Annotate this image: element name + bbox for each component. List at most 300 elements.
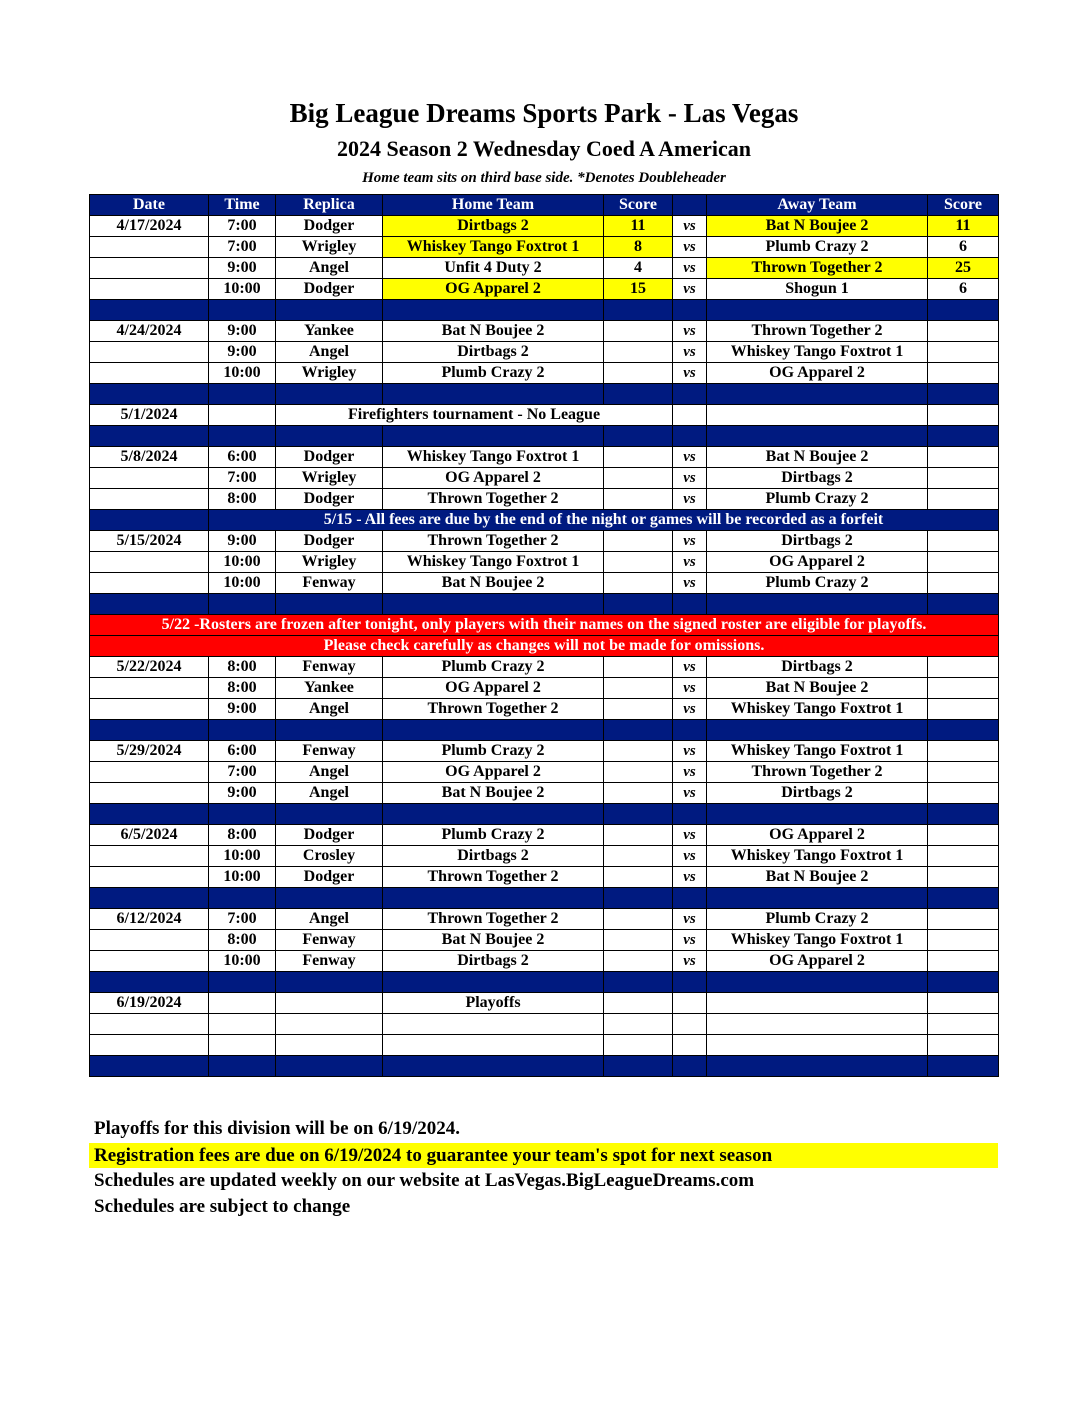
date-cell: 6/12/2024 (90, 909, 209, 930)
separator-cell (90, 888, 209, 909)
separator-row (90, 426, 999, 447)
schedule-body (90, 216, 999, 1077)
home-team-cell: OG Apparel 2 (383, 279, 604, 300)
away-team-cell: Dirtbags 2 (707, 657, 928, 678)
empty-cell (707, 1035, 928, 1056)
empty-cell (928, 1035, 999, 1056)
home-team-cell: OG Apparel 2 (383, 762, 604, 783)
playoff-row (90, 993, 999, 1014)
separator-cell (707, 300, 928, 321)
separator-cell (707, 720, 928, 741)
time-cell: 7:00 (209, 216, 276, 237)
away-team-cell: Bat N Boujee 2 (707, 867, 928, 888)
game-row (90, 657, 999, 678)
separator-cell (707, 804, 928, 825)
separator-cell (707, 1056, 928, 1077)
separator-cell (707, 594, 928, 615)
separator-cell (928, 426, 999, 447)
home-team-cell: Plumb Crazy 2 (383, 825, 604, 846)
vs-cell: vs (673, 321, 707, 342)
away-team-cell: Dirtbags 2 (707, 468, 928, 489)
separator-cell (209, 888, 276, 909)
empty-row (90, 1035, 999, 1056)
date-cell (90, 258, 209, 279)
empty-cell (673, 1035, 707, 1056)
schedule-table (89, 194, 999, 1077)
game-row (90, 531, 999, 552)
replica-cell: Fenway (276, 741, 383, 762)
home-score-cell (604, 573, 673, 594)
game-row (90, 825, 999, 846)
separator-cell (604, 300, 673, 321)
vs-cell: vs (673, 447, 707, 468)
separator-cell (928, 720, 999, 741)
separator-cell (209, 426, 276, 447)
separator-cell (276, 804, 383, 825)
away-score-cell (928, 405, 999, 426)
empty-cell (209, 1014, 276, 1035)
home-team-cell: Bat N Boujee 2 (383, 783, 604, 804)
date-cell (90, 762, 209, 783)
game-row (90, 573, 999, 594)
vs-cell (673, 993, 707, 1014)
separator-cell (209, 594, 276, 615)
away-score-cell (928, 741, 999, 762)
time-cell: 10:00 (209, 552, 276, 573)
time-cell: 9:00 (209, 258, 276, 279)
separator-cell (276, 1056, 383, 1077)
vs-cell: vs (673, 279, 707, 300)
separator-cell (276, 384, 383, 405)
website-note: Schedules are updated weekly on our website at LasVegas.BigLeagueDreams.com (94, 1170, 755, 1191)
separator-row (90, 300, 999, 321)
separator-cell (383, 384, 604, 405)
separator-row (90, 804, 999, 825)
game-row (90, 447, 999, 468)
separator-cell (604, 888, 673, 909)
date-cell (90, 783, 209, 804)
home-score-cell (604, 363, 673, 384)
time-cell: 10:00 (209, 951, 276, 972)
time-cell: 9:00 (209, 531, 276, 552)
date-cell (90, 468, 209, 489)
away-team-cell: OG Apparel 2 (707, 552, 928, 573)
vs-cell: vs (673, 783, 707, 804)
separator-cell (673, 804, 707, 825)
roster-notice-cell: 5/22 -Rosters are frozen after tonight, only players with their names on the signed roster are eligible for playoffs. (90, 615, 999, 636)
replica-cell: Angel (276, 699, 383, 720)
header-vs (673, 195, 707, 216)
time-cell: 9:00 (209, 342, 276, 363)
home-team-cell: Dirtbags 2 (383, 846, 604, 867)
game-row (90, 909, 999, 930)
home-team-cell: Dirtbags 2 (383, 342, 604, 363)
header-away-team: Away Team (707, 195, 928, 216)
replica-cell: Crosley (276, 846, 383, 867)
away-score-cell: 6 (928, 237, 999, 258)
separator-cell (276, 594, 383, 615)
date-cell: 6/19/2024 (90, 993, 209, 1014)
home-team-cell: Dirtbags 2 (383, 951, 604, 972)
away-score-cell: 6 (928, 279, 999, 300)
home-score-cell (604, 447, 673, 468)
roster-notice-row (90, 615, 999, 636)
separator-cell (604, 804, 673, 825)
home-team-cell: OG Apparel 2 (383, 468, 604, 489)
empty-cell (209, 1035, 276, 1056)
separator-cell (90, 972, 209, 993)
time-cell: 10:00 (209, 867, 276, 888)
time-cell: 9:00 (209, 699, 276, 720)
replica-cell: Dodger (276, 279, 383, 300)
separator-cell (928, 1056, 999, 1077)
away-score-cell (928, 930, 999, 951)
away-team-cell: Plumb Crazy 2 (707, 489, 928, 510)
time-cell (209, 993, 276, 1014)
date-cell (90, 699, 209, 720)
separator-cell (383, 888, 604, 909)
separator-cell (209, 384, 276, 405)
home-score-cell (604, 489, 673, 510)
away-team-cell: Whiskey Tango Foxtrot 1 (707, 741, 928, 762)
replica-cell: Dodger (276, 447, 383, 468)
away-team-cell: Whiskey Tango Foxtrot 1 (707, 846, 928, 867)
separator-cell (209, 300, 276, 321)
away-score-cell (928, 846, 999, 867)
separator-cell (928, 384, 999, 405)
home-team-cell: Thrown Together 2 (383, 699, 604, 720)
game-row (90, 258, 999, 279)
separator-row (90, 720, 999, 741)
separator-cell (928, 888, 999, 909)
away-score-cell (928, 531, 999, 552)
date-cell (90, 489, 209, 510)
separator-cell (90, 384, 209, 405)
vs-cell: vs (673, 867, 707, 888)
date-cell: 5/1/2024 (90, 405, 209, 426)
home-team-cell: Thrown Together 2 (383, 867, 604, 888)
separator-cell (604, 720, 673, 741)
home-team-cell: Bat N Boujee 2 (383, 930, 604, 951)
separator-cell (928, 804, 999, 825)
away-score-cell: 25 (928, 258, 999, 279)
time-cell: 8:00 (209, 489, 276, 510)
separator-cell (90, 594, 209, 615)
away-score-cell (928, 678, 999, 699)
replica-cell: Angel (276, 342, 383, 363)
home-team-cell: Thrown Together 2 (383, 531, 604, 552)
replica-cell: Dodger (276, 216, 383, 237)
home-score-cell (604, 930, 673, 951)
home-score-cell (604, 678, 673, 699)
away-score-cell (928, 468, 999, 489)
vs-cell: vs (673, 846, 707, 867)
home-score-cell: 11 (604, 216, 673, 237)
home-team-cell: Bat N Boujee 2 (383, 573, 604, 594)
game-row (90, 489, 999, 510)
time-cell: 10:00 (209, 363, 276, 384)
replica-cell: Dodger (276, 531, 383, 552)
empty-cell (928, 1014, 999, 1035)
separator-cell (604, 594, 673, 615)
date-cell: 6/5/2024 (90, 825, 209, 846)
replica-cell: Dodger (276, 867, 383, 888)
separator-cell (276, 972, 383, 993)
time-cell: 8:00 (209, 825, 276, 846)
away-score-cell (928, 699, 999, 720)
separator-cell (209, 720, 276, 741)
time-cell: 7:00 (209, 762, 276, 783)
separator-cell (383, 426, 604, 447)
separator-cell (276, 426, 383, 447)
replica-cell: Fenway (276, 573, 383, 594)
away-score-cell (928, 447, 999, 468)
empty-cell (383, 1035, 604, 1056)
away-score-cell (928, 909, 999, 930)
vs-cell: vs (673, 342, 707, 363)
home-score-cell (604, 552, 673, 573)
separator-cell (604, 384, 673, 405)
game-row (90, 342, 999, 363)
time-cell: 7:00 (209, 909, 276, 930)
separator-cell (383, 972, 604, 993)
separator-cell (673, 1056, 707, 1077)
fee-notice-cell: 5/15 - All fees are due by the end of the night or games will be recorded as a forfeit (209, 510, 999, 531)
date-cell (90, 930, 209, 951)
date-cell (90, 846, 209, 867)
time-cell: 8:00 (209, 657, 276, 678)
home-team-cell: Unfit 4 Duty 2 (383, 258, 604, 279)
separator-cell (928, 972, 999, 993)
separator-cell (209, 972, 276, 993)
separator-cell (604, 1056, 673, 1077)
empty-cell (383, 1014, 604, 1035)
time-cell: 7:00 (209, 237, 276, 258)
roster-notice-row (90, 636, 999, 657)
vs-cell: vs (673, 825, 707, 846)
separator-cell (604, 972, 673, 993)
replica-cell: Angel (276, 762, 383, 783)
game-row (90, 783, 999, 804)
home-score-cell: 4 (604, 258, 673, 279)
home-score-cell (604, 846, 673, 867)
date-cell (90, 552, 209, 573)
away-team-cell: Dirtbags 2 (707, 783, 928, 804)
away-team-cell: Shogun 1 (707, 279, 928, 300)
home-team-cell: Whiskey Tango Foxtrot 1 (383, 552, 604, 573)
separator-cell (707, 426, 928, 447)
game-row (90, 930, 999, 951)
away-team-cell: Plumb Crazy 2 (707, 237, 928, 258)
header-home-score: Score (604, 195, 673, 216)
time-cell: 8:00 (209, 930, 276, 951)
vs-cell: vs (673, 573, 707, 594)
replica-cell: Dodger (276, 825, 383, 846)
home-score-cell (604, 825, 673, 846)
away-team-cell: Dirtbags 2 (707, 531, 928, 552)
date-cell: 4/17/2024 (90, 216, 209, 237)
home-score-cell (604, 762, 673, 783)
separator-cell (383, 1056, 604, 1077)
replica-cell: Wrigley (276, 237, 383, 258)
home-score-cell (604, 699, 673, 720)
separator-row (90, 594, 999, 615)
vs-cell: vs (673, 552, 707, 573)
empty-cell (90, 1014, 209, 1035)
empty-row (90, 1014, 999, 1035)
game-row (90, 237, 999, 258)
game-row (90, 321, 999, 342)
game-row (90, 552, 999, 573)
vs-cell: vs (673, 258, 707, 279)
separator-cell (383, 804, 604, 825)
time-cell: 9:00 (209, 321, 276, 342)
away-score-cell (928, 762, 999, 783)
empty-cell (673, 1014, 707, 1035)
separator-cell (90, 300, 209, 321)
time-cell: 10:00 (209, 846, 276, 867)
fee-notice-row (90, 510, 999, 531)
replica-cell: Dodger (276, 489, 383, 510)
game-row (90, 468, 999, 489)
home-score-cell (604, 531, 673, 552)
replica-cell: Yankee (276, 321, 383, 342)
vs-cell: vs (673, 930, 707, 951)
separator-cell (673, 300, 707, 321)
vs-cell: vs (673, 951, 707, 972)
home-team-cell: Thrown Together 2 (383, 489, 604, 510)
header-date: Date (90, 195, 209, 216)
game-row (90, 699, 999, 720)
playoffs-note: Playoffs for this division will be on 6/19/2024. (94, 1118, 460, 1139)
empty-cell (90, 1035, 209, 1056)
date-cell (90, 279, 209, 300)
replica-cell: Wrigley (276, 552, 383, 573)
away-score-cell (928, 825, 999, 846)
page-title: Big League Dreams Sports Park - Las Vegas (289, 98, 799, 128)
separator-cell (90, 804, 209, 825)
separator-cell (673, 426, 707, 447)
page-subtitle: 2024 Season 2 Wednesday Coed A American (337, 136, 751, 161)
vs-cell: vs (673, 237, 707, 258)
vs-cell: vs (673, 909, 707, 930)
home-team-cell: Whiskey Tango Foxtrot 1 (383, 237, 604, 258)
home-team-cell: OG Apparel 2 (383, 678, 604, 699)
separator-row (90, 1056, 999, 1077)
away-score-cell (928, 951, 999, 972)
empty-cell (707, 1014, 928, 1035)
separator-cell (383, 594, 604, 615)
separator-cell (707, 384, 928, 405)
playoff-cell: Playoffs (383, 993, 604, 1014)
away-team-cell: Whiskey Tango Foxtrot 1 (707, 699, 928, 720)
separator-cell (383, 300, 604, 321)
separator-cell (209, 804, 276, 825)
game-row (90, 363, 999, 384)
separator-cell (276, 720, 383, 741)
home-score-cell: 15 (604, 279, 673, 300)
header-replica: Replica (276, 195, 383, 216)
time-cell: 7:00 (209, 468, 276, 489)
replica-cell: Fenway (276, 951, 383, 972)
home-score-cell (604, 909, 673, 930)
separator-cell (928, 300, 999, 321)
separator-cell (673, 720, 707, 741)
header-time: Time (209, 195, 276, 216)
home-score-cell (604, 783, 673, 804)
away-team-cell: Whiskey Tango Foxtrot 1 (707, 930, 928, 951)
notice-blank-cell (90, 510, 209, 531)
time-cell: 6:00 (209, 741, 276, 762)
away-team-cell: Plumb Crazy 2 (707, 573, 928, 594)
separator-cell (928, 594, 999, 615)
game-row (90, 867, 999, 888)
header-row (90, 195, 999, 216)
away-team-cell: Plumb Crazy 2 (707, 909, 928, 930)
date-cell (90, 363, 209, 384)
away-team-cell (707, 405, 928, 426)
date-cell (90, 678, 209, 699)
separator-cell (90, 1056, 209, 1077)
home-team-cell: Whiskey Tango Foxtrot 1 (383, 447, 604, 468)
time-cell: 10:00 (209, 573, 276, 594)
separator-cell (673, 594, 707, 615)
away-score-cell (928, 573, 999, 594)
date-cell (90, 237, 209, 258)
vs-cell (673, 405, 707, 426)
away-score-cell (928, 342, 999, 363)
date-cell: 5/15/2024 (90, 531, 209, 552)
empty-cell (604, 1014, 673, 1035)
home-team-cell: Thrown Together 2 (383, 909, 604, 930)
replica-cell: Wrigley (276, 363, 383, 384)
home-score-cell (604, 657, 673, 678)
away-score-cell (928, 552, 999, 573)
away-score-cell (928, 993, 999, 1014)
time-cell (209, 405, 276, 426)
registration-note: Registration fees are due on 6/19/2024 to guarantee your team's spot for next season (89, 1143, 998, 1168)
vs-cell: vs (673, 741, 707, 762)
replica-cell: Fenway (276, 657, 383, 678)
vs-cell: vs (673, 531, 707, 552)
home-score-cell (604, 321, 673, 342)
away-team-cell: Thrown Together 2 (707, 258, 928, 279)
home-team-cell: Bat N Boujee 2 (383, 321, 604, 342)
event-row (90, 405, 999, 426)
home-team-cell: Dirtbags 2 (383, 216, 604, 237)
replica-cell: Angel (276, 783, 383, 804)
date-cell (90, 342, 209, 363)
date-cell (90, 573, 209, 594)
away-team-cell: OG Apparel 2 (707, 951, 928, 972)
vs-cell: vs (673, 678, 707, 699)
game-row (90, 216, 999, 237)
date-cell: 5/22/2024 (90, 657, 209, 678)
separator-cell (90, 720, 209, 741)
replica-cell: Yankee (276, 678, 383, 699)
away-score-cell (928, 363, 999, 384)
separator-cell (673, 888, 707, 909)
vs-cell: vs (673, 468, 707, 489)
game-row (90, 678, 999, 699)
replica-cell: Angel (276, 258, 383, 279)
home-score-cell: 8 (604, 237, 673, 258)
away-team-cell: Bat N Boujee 2 (707, 678, 928, 699)
separator-row (90, 384, 999, 405)
vs-cell: vs (673, 699, 707, 720)
away-score-cell: 11 (928, 216, 999, 237)
game-row (90, 279, 999, 300)
